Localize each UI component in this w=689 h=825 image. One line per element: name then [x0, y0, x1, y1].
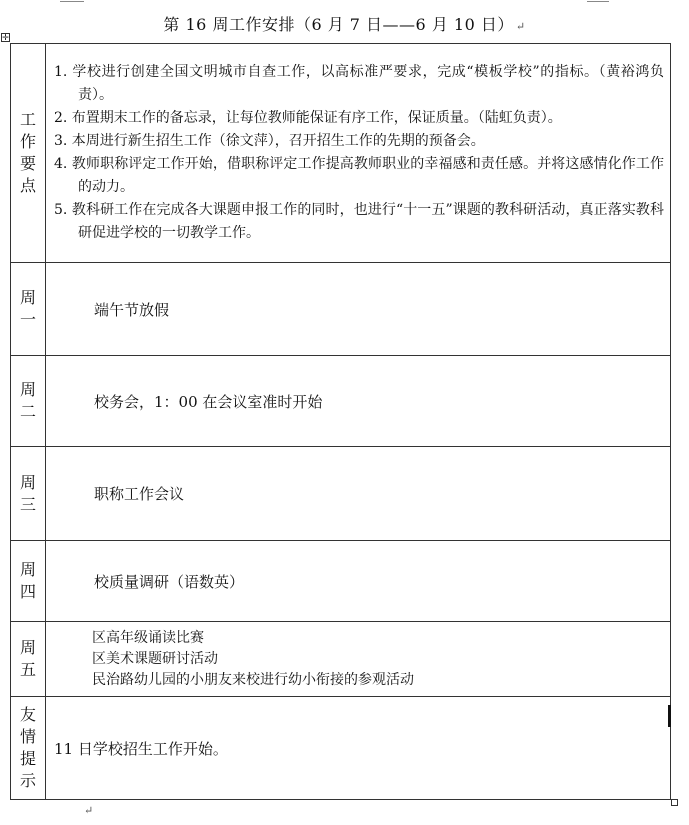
tuesday-label-cell [11, 356, 46, 447]
tuesday-content-cell[interactable] [46, 356, 671, 447]
monday-label: 周一 [19, 288, 36, 329]
key-points-content-cell[interactable] [46, 44, 671, 263]
monday-label-cell [11, 263, 46, 356]
thursday-label-cell [11, 541, 46, 622]
key-points-row [11, 44, 671, 263]
thursday-row [11, 541, 671, 622]
end-paragraph-mark: ↵ [84, 804, 94, 817]
wednesday-text: 职称工作会议 [94, 485, 185, 503]
friday-label: 周五 [19, 638, 36, 679]
wednesday-label: 周三 [19, 472, 36, 514]
thursday-label: 周四 [19, 560, 36, 601]
tips-text: 11 日学校招生工作开始。 [54, 739, 228, 758]
friday-row [11, 622, 671, 697]
key-points-label: 工作要点 [19, 110, 36, 195]
table-move-handle-icon[interactable]: ✛ [2, 33, 9, 42]
friday-activity-list [46, 628, 670, 691]
key-points-label-cell [11, 44, 46, 263]
paragraph-mark: ↵ [515, 20, 526, 33]
key-points-list [46, 57, 670, 249]
monday-text: 端午节放假 [94, 300, 170, 319]
friday-label-cell [11, 622, 46, 697]
page-title [0, 12, 689, 35]
wednesday-row [11, 447, 671, 541]
tips-row [11, 697, 671, 800]
wednesday-content-cell[interactable] [46, 447, 671, 541]
weekly-schedule-table [10, 43, 671, 800]
tuesday-text: 校务会，1：00 在会议室准时开始 [94, 392, 323, 411]
table-resize-handle[interactable] [671, 799, 678, 806]
key-point-item: 4. 教师职称评定工作开始，借职称评定工作提高教师职业的幸福感和责任感。并将这感情化作工作的动力。 [54, 156, 664, 195]
title-text: 第 16 周工作安排（6 月 7 日——6 月 10 日） [163, 15, 514, 34]
key-point-item: 2. 布置期末工作的备忘录，让每位教师能保证有序工作，保证质量。（陆虹负责）。 [54, 110, 562, 126]
key-point-item: 1. 学校进行创建全国文明城市自查工作，以高标准严要求，完成“模板学校”的指标。（黄裕鸿负责）。 [54, 64, 664, 103]
tips-label: 友情提示 [19, 705, 36, 790]
monday-row [11, 263, 671, 356]
wednesday-label-cell [11, 447, 46, 541]
tips-label-cell [11, 697, 46, 800]
thursday-text: 校质量调研（语数英） [94, 572, 245, 591]
friday-content-cell[interactable] [46, 622, 671, 697]
friday-activity: 民治路幼儿园的小朋友来校进行幼小衔接的参观活动 [92, 671, 414, 688]
friday-activity: 区美术课题研讨活动 [92, 650, 218, 667]
key-point-item: 5. 教科研工作在完成各大课题申报工作的同时，也进行“十一五”课题的教科研活动，真正落实教科研促进学校的一切教学工作。 [54, 202, 664, 241]
text-cursor-bar [668, 705, 671, 727]
tips-content-cell[interactable] [46, 697, 671, 800]
tuesday-label: 周二 [19, 380, 36, 421]
top-margin-marks [0, 0, 689, 6]
key-point-item: 3. 本周进行新生招生工作（徐文萍），召开招生工作的先期的预备会。 [54, 133, 485, 149]
monday-content-cell[interactable] [46, 263, 671, 356]
thursday-content-cell[interactable] [46, 541, 671, 622]
friday-activity: 区高年级诵读比赛 [92, 629, 204, 646]
tuesday-row [11, 356, 671, 447]
